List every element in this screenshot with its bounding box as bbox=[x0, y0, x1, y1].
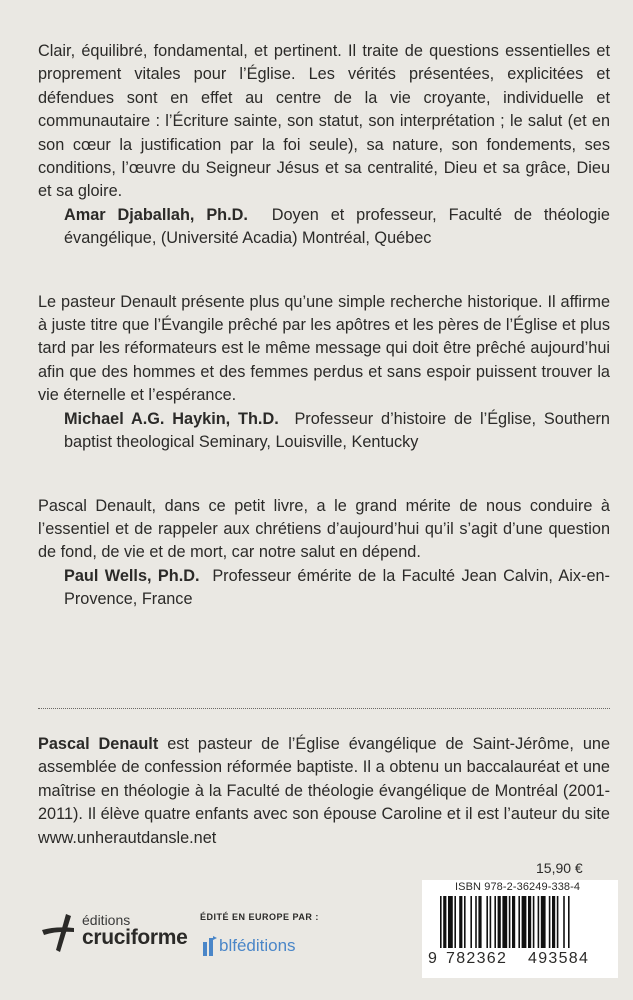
barcode-bar bbox=[443, 896, 446, 948]
barcode-bar bbox=[486, 896, 488, 948]
barcode-digits-right: 493584 bbox=[528, 950, 590, 967]
barcode-bar bbox=[478, 896, 481, 948]
barcode-bar bbox=[475, 896, 477, 948]
barcode-bar bbox=[490, 896, 492, 948]
europe-publisher: blféditions bbox=[219, 936, 296, 955]
barcode-bar bbox=[494, 896, 496, 948]
barcode-bar bbox=[464, 896, 466, 948]
quote-1-author: Amar Djaballah, Ph.D. bbox=[64, 205, 248, 224]
quote-1-attribution bbox=[38, 204, 610, 251]
barcode-bar bbox=[470, 896, 472, 948]
quote-1-text: Clair, équilibré, fondamental, et pertinent. Il traite de questions essentielles et proprement vitales pour l’Église. Les vérités présentées, explicitées et défendues sont en effet au centre de la vie croyante, individuelle et communautaire : l’Écriture sainte, son statut, son interprétation ; le salut (et en son cœur la justification par la foi seule), sa nature, son fondements, ses conditions, l’œuvre du Seigneur Jésus et sa centralité, Dieu et sa grâce, Dieu et sa gloire. bbox=[38, 42, 610, 201]
bio-text: est pasteur de l’Église évangélique de Saint-Jérôme, une assemblée de confession réformée baptiste. Il a obtenu un baccalauréat et une maîtrise en théologie à la Faculté de théologie évangélique de Montréal (2001-2011). Il élève quatre enfants avec son épouse Caroline et il est l’auteur du site www.unherautdansle.net bbox=[38, 735, 610, 847]
barcode-bar bbox=[563, 896, 565, 948]
barcode-bar bbox=[518, 896, 520, 948]
barcode-digit-first: 9 bbox=[428, 950, 439, 967]
barcode-bar bbox=[522, 896, 527, 948]
blf-mark-icon bbox=[203, 936, 217, 956]
barcode-bar bbox=[552, 896, 555, 948]
publisher-line1: éditions bbox=[82, 912, 131, 928]
barcode-bar bbox=[512, 896, 515, 948]
europe-label: ÉDITÉ EN EUROPE PAR : bbox=[200, 912, 319, 922]
isbn-label: ISBN 978-2-36249-338-4 bbox=[455, 881, 581, 893]
quote-2-affiliation: Professeur d’histoire de l’Église, Southern baptist theological Seminary, Louisville, Kentucky bbox=[64, 409, 610, 452]
quote-2-author: Michael A.G. Haykin, Th.D. bbox=[64, 409, 279, 428]
quote-3-affiliation: Professeur émérite de la Faculté Jean Calvin, Aix-en-Provence, France bbox=[64, 566, 610, 609]
quote-2-attribution bbox=[38, 408, 610, 455]
barcode-bar bbox=[502, 896, 507, 948]
barcode-bar bbox=[538, 896, 540, 948]
barcode-bar bbox=[533, 896, 535, 948]
quote-3-attribution bbox=[38, 565, 610, 612]
barcode-bar bbox=[440, 896, 442, 948]
barcode-bar bbox=[509, 896, 511, 948]
endorsements bbox=[38, 40, 610, 612]
barcode-bar bbox=[454, 896, 456, 948]
barcode-digits-left: 782362 bbox=[446, 950, 508, 967]
barcode-bar bbox=[498, 896, 501, 948]
dotted-divider bbox=[38, 708, 610, 709]
quote-1-affiliation: Doyen et professeur, Faculté de théologie évangélique, (Université Acadia) Montréal, Québec bbox=[64, 205, 610, 248]
barcode-bar bbox=[448, 896, 453, 948]
barcode-bar bbox=[541, 896, 546, 948]
barcode-bar bbox=[568, 896, 570, 948]
barcode-bar bbox=[557, 896, 559, 948]
barcode-bar bbox=[459, 896, 462, 948]
barcode-icon bbox=[440, 896, 610, 956]
publisher-line2: cruciforme bbox=[82, 926, 188, 949]
cross-mark-icon bbox=[38, 912, 82, 956]
bio-name: Pascal Denault bbox=[38, 735, 159, 753]
quote-3-author: Paul Wells, Ph.D. bbox=[64, 566, 200, 585]
barcode-bar bbox=[528, 896, 531, 948]
quote-3-text: Pascal Denault, dans ce petit livre, a le grand mérite de nous conduire à l’essentiel et de rappeler aux chrétiens d’aujourd’hui qu’il s’agit d’une question de fond, de vie et de mort, car notre salut en dépend. bbox=[38, 496, 610, 562]
quote-2-text: Le pasteur Denault présente plus qu’une simple recherche historique. Il affirme à juste titre que l’Évangile prêché par les apôtres et les pères de l’Église et plus tard par les réformateurs est le même message qui doit être prêché aujourd’hui afin que des hommes et des femmes perdus et sans espoir puissent trouver la vie éternelle et l’espérance. bbox=[38, 292, 610, 405]
barcode-bar bbox=[549, 896, 551, 948]
price-label: 15,90 € bbox=[536, 860, 583, 876]
author-bio bbox=[38, 733, 610, 850]
